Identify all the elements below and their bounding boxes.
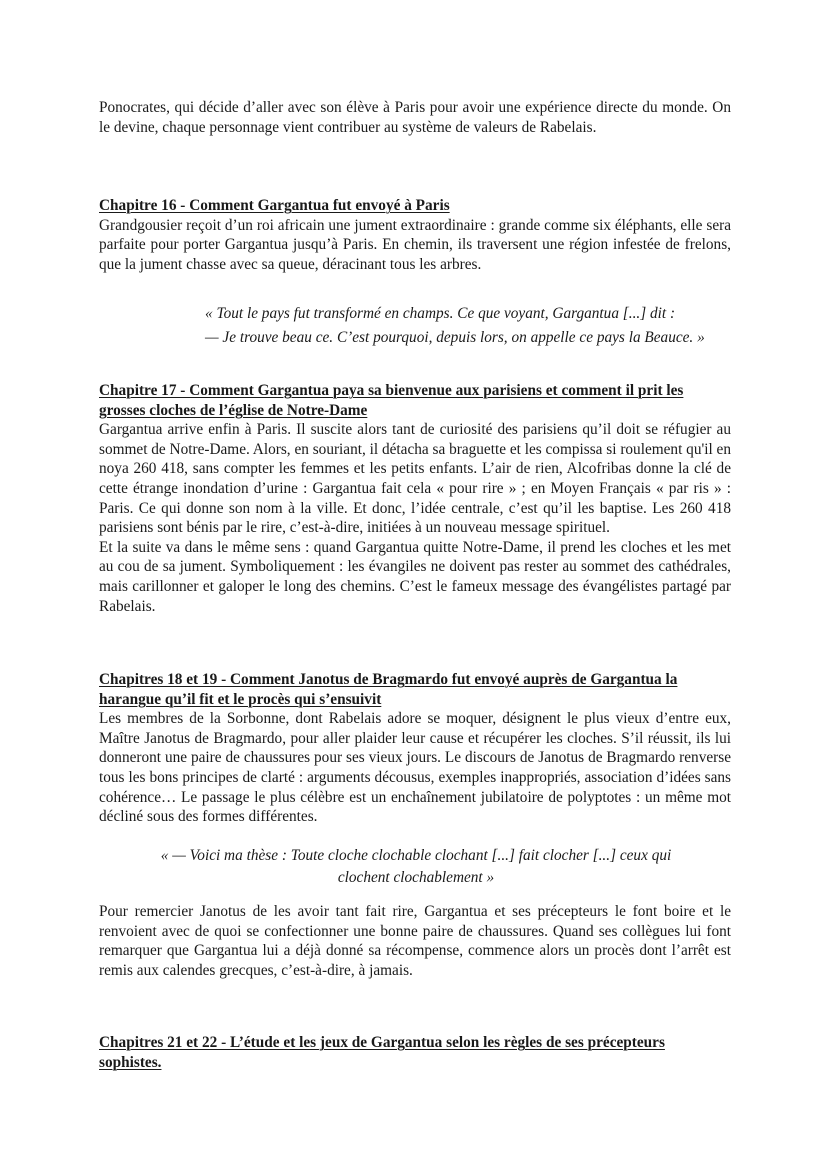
chapter-18-19-quote-line-2: clochent clochablement » [337,869,495,886]
intro-section [99,98,731,137]
chapter-18-19-paragraph-2: Pour remercier Janotus de les avoir tant fait rire, Gargantua et ses précepteurs le font boire et le renvoient avec de quoi se confectionner une bonne paire de chaussures. Quand ses collègues lui font remarquer que Gargantua lui a déjà donné sa récompense, commence alors un procès dont l’arrêt est remis aux calendes grecques, c’est-à-dire, à jamais. [99,903,731,979]
chapter-16-quote [205,302,725,350]
intro-paragraph: Ponocrates, qui décide d’aller avec son élève à Paris pour avoir une expérience directe du monde. On le devine, chaque personnage vient contribuer au système de valeurs de Rabelais. [99,99,731,136]
chapter-16-section [99,196,731,274]
chapter-21-22-heading: Chapitres 21 et 22 - L’étude et les jeux de Gargantua selon les règles de ses précepteurs sophistes. [99,1034,665,1071]
chapter-21-22-section [99,1033,679,1072]
chapter-16-paragraph: Grandgousier reçoit d’un roi africain une jument extraordinaire : grande comme six éléphants, elle sera parfaite pour porter Gargantua jusqu’à Paris. En chemin, ils traversent une région infestée de frelons, que la jument chasse avec sa queue, déracinant tous les arbres. [99,216,731,273]
chapter-17-section [99,381,731,616]
chapter-16-heading: Chapitre 16 - Comment Gargantua fut envoyé à Paris [99,197,450,214]
chapter-18-19-quote-line-1: « — Voici ma thèse : Toute cloche clochable clochant [...] fait clocher [...] ceux qui [160,847,672,864]
chapter-18-19-conclusion [99,902,731,980]
chapter-17-heading: Chapitre 17 - Comment Gargantua paya sa bienvenue aux parisiens et comment il prit les grosses cloches de l’église de Notre-Dame [99,382,684,419]
chapter-16-quote-line-2: — Je trouve beau ce. C’est pourquoi, depuis lors, on appelle ce pays la Beauce. » [205,329,705,346]
chapter-18-19-quote [140,845,692,889]
chapter-17-paragraph-2: Et la suite va dans le même sens : quand Gargantua quitte Notre-Dame, il prend les cloches et les met au cou de sa jument. Symboliquement : les évangiles ne doivent pas rester au sommet des cathédrales, mais carillonner et galoper le long des chemins. C’est le fameux message des évangélistes partagé par Rabelais. [99,538,731,615]
chapter-17-paragraph-1: Gargantua arrive enfin à Paris. Il suscite alors tant de curiosité des parisiens qu’il doit se réfugier au sommet de Notre-Dame. Alors, en souriant, il détacha sa braguette et les compissa si roulement qu'il en noya 260 418, sans compter les femmes et les petits enfants. L’air de rien, Alcofribas donne la clé de cette étrange inondation d’urine : Gargantua fait cela « pour rire » ; en Moyen Français « par ris » : Paris. Ce qui donne son nom à la ville. Et donc, l’idée centrale, c’est qu’il les baptise. Les 260 418 parisiens sont bénis par le rire, c’est-à-dire, initiées à un nouveau message spirituel. [99,421,731,537]
chapter-16-quote-line-1: « Tout le pays fut transformé en champs. Ce que voyant, Gargantua [...] dit : [205,305,676,322]
chapter-18-19-section [99,670,731,827]
chapter-18-19-heading: Chapitres 18 et 19 - Comment Janotus de Bragmardo fut envoyé auprès de Gargantua la harangue qu’il fit et le procès qui s’ensuivit [99,671,678,708]
chapter-18-19-paragraph-1: Les membres de la Sorbonne, dont Rabelais adore se moquer, désignent le plus vieux d’entre eux, Maître Janotus de Bragmardo, pour aller plaider leur cause et récupérer les cloches. S’il réussit, ils lui donneront une paire de chaussures pour ses vieux jours. Le discours de Janotus de Bragmardo renverse tous les bons principes de clarté : arguments décousus, exemples inappropriés, association d’idées sans cohérence… Le passage le plus célèbre est un enchaînement jubilatoire de polyptotes : un même mot décliné sous des formes différentes. [99,710,731,826]
